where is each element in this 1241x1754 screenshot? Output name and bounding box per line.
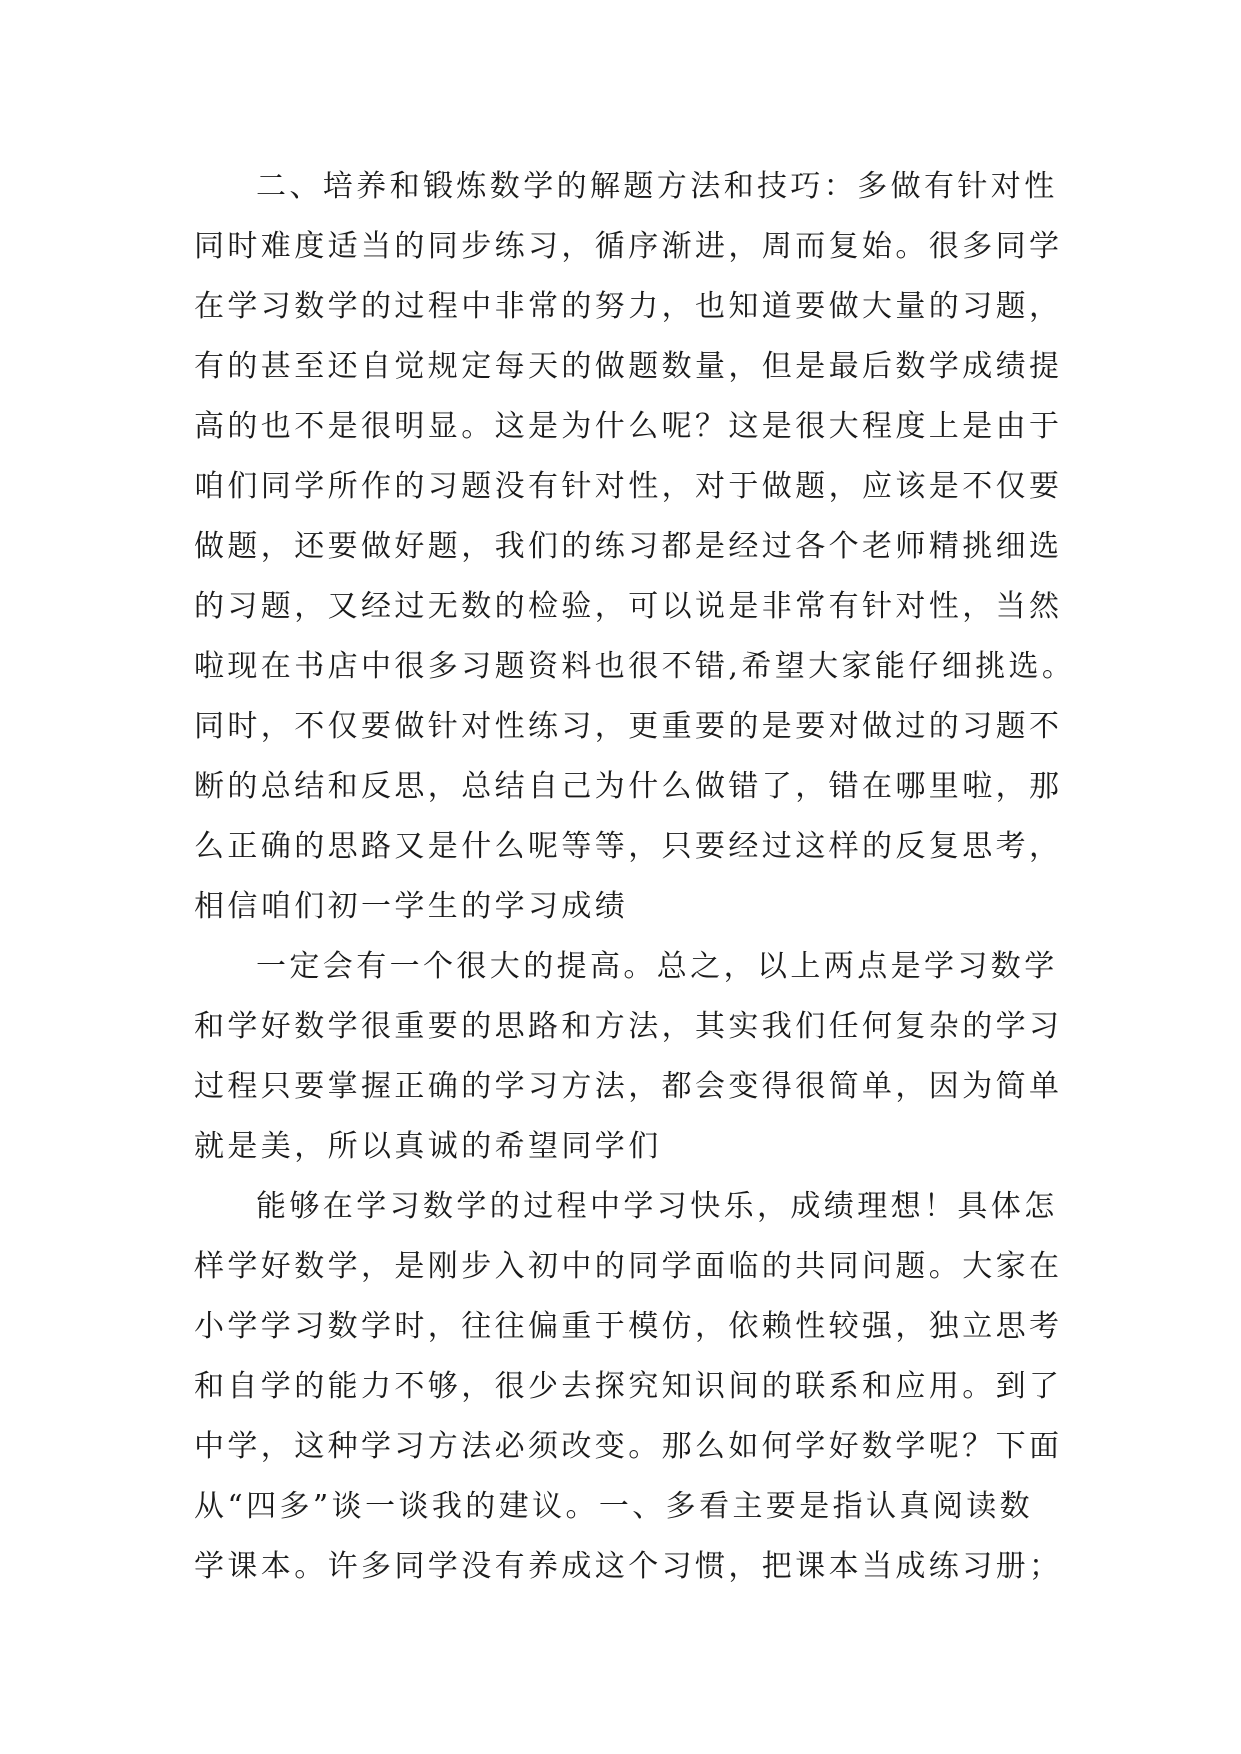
text-line: 和自学的能力不够，很少去探究知识间的联系和应用。到了: [194, 1369, 1063, 1404]
text-line: 和学好数学很重要的思路和方法，其实我们任何复杂的学习: [194, 1009, 1063, 1044]
text-line: 啦现在书店中很多习题资料也很不错,希望大家能仔细挑选。: [194, 649, 1076, 684]
text-line: 中学，这种学习方法必须改变。那么如何学好数学呢？下面: [194, 1429, 1063, 1464]
text-line: 有的甚至还自觉规定每天的做题数量，但是最后数学成绩提: [194, 349, 1063, 384]
text-line: 同时难度适当的同步练习，循序渐进，周而复始。很多同学: [194, 229, 1063, 264]
text-line: 一定会有一个很大的提高。总之，以上两点是学习数学: [256, 949, 1058, 984]
text-line: 学课本。许多同学没有养成这个习惯，把课本当成练习册；: [194, 1549, 1063, 1584]
text-line: 么正确的思路又是什么呢等等，只要经过这样的反复思考，: [194, 829, 1063, 864]
text-line: 做题，还要做好题，我们的练习都是经过各个老师精挑细选: [194, 529, 1063, 564]
text-line: 小学学习数学时，往往偏重于模仿，依赖性较强，独立思考: [194, 1309, 1063, 1344]
text-line: 断的总结和反思，总结自己为什么做错了，错在哪里啦，那: [194, 769, 1063, 804]
text-line: 同时，不仅要做针对性练习，更重要的是要对做过的习题不: [194, 709, 1063, 744]
text-line: 从“四多”谈一谈我的建议。一、多看主要是指认真阅读数: [194, 1489, 1034, 1524]
text-line: 二、培养和锻炼数学的解题方法和技巧：多做有针对性: [256, 169, 1058, 204]
text-line: 的习题，又经过无数的检验，可以说是非常有针对性，当然: [194, 589, 1063, 624]
text-line: 能够在学习数学的过程中学习快乐，成绩理想！具体怎: [256, 1189, 1058, 1224]
text-line: 相信咱们初一学生的学习成绩: [194, 889, 629, 924]
text-line: 就是美，所以真诚的希望同学们: [194, 1129, 662, 1164]
text-line: 咱们同学所作的习题没有针对性，对于做题，应该是不仅要: [194, 469, 1063, 504]
text-line: 高的也不是很明显。这是为什么呢？这是很大程度上是由于: [194, 409, 1063, 444]
text-line: 过程只要掌握正确的学习方法，都会变得很简单，因为简单: [194, 1069, 1063, 1104]
text-line: 样学好数学，是刚步入初中的同学面临的共同问题。大家在: [194, 1249, 1063, 1284]
text-line: 在学习数学的过程中非常的努力，也知道要做大量的习题，: [194, 289, 1063, 324]
